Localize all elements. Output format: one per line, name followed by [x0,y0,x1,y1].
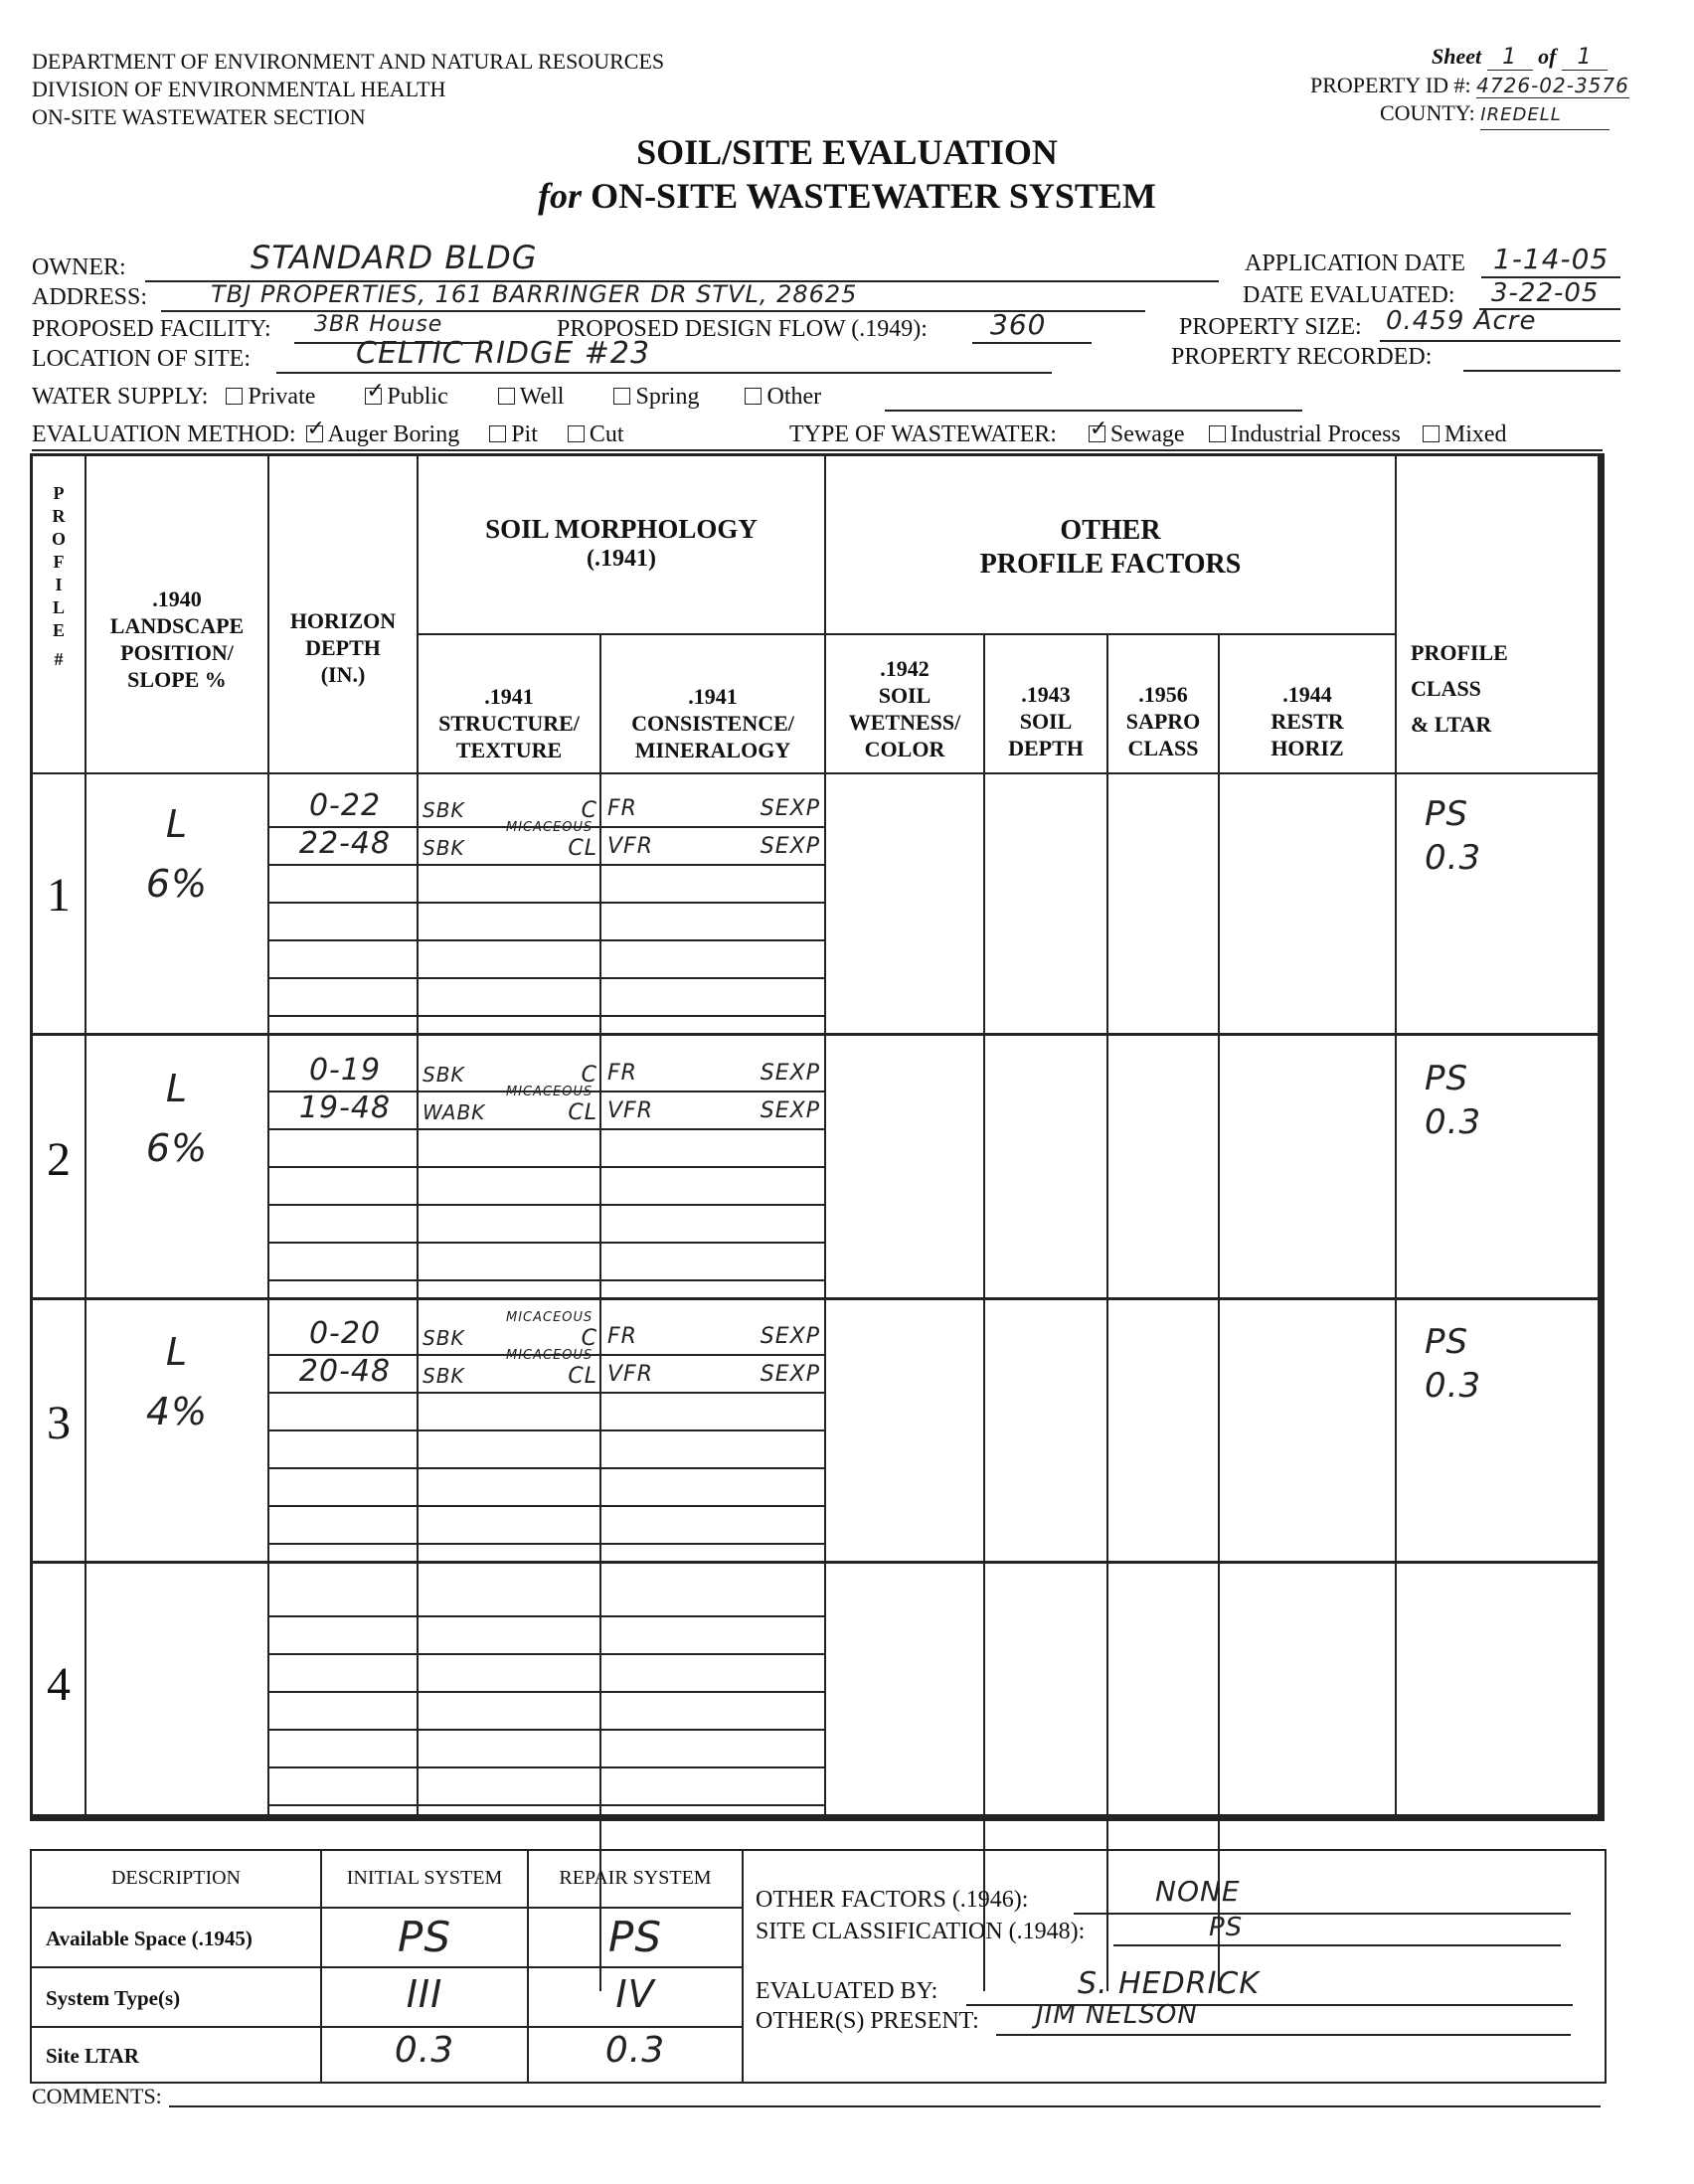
wastewater-label: TYPE OF WASTEWATER: [789,421,1057,447]
slope-percent[interactable]: 4% [145,1390,209,1433]
class-h3: & LTAR [1411,712,1492,737]
county-row [1380,99,1609,130]
soil-structure[interactable]: SBK [423,1364,465,1388]
restr-h3: HORIZ [1270,736,1344,760]
horizon-row-line [269,1204,824,1206]
other-factors-label: OTHER FACTORS (.1946): [756,1887,1029,1913]
horizon-h1: HORIZON [289,608,397,633]
landscape-header [86,586,267,693]
profile-vertical-label [33,482,85,642]
sapro-header [1108,681,1218,761]
form-subtitle [0,175,1694,217]
desc-header: DESCRIPTION [110,1867,241,1889]
structure-h3: TEXTURE [455,738,563,762]
horizon-row-line [269,939,824,941]
facility-label: PROPOSED FACILITY: [32,316,271,342]
recorded-label: PROPERTY RECORDED: [1171,344,1433,370]
soil-texture[interactable]: CL [568,1364,597,1389]
restr-h2: RESTR [1270,709,1344,734]
soil-mineralogy[interactable]: SEXP [760,834,820,859]
horizon-row-line [269,1543,824,1545]
class-h2: CLASS [1411,676,1481,701]
profile-class[interactable]: PS [1425,794,1469,834]
wetness-h2: SOIL [878,683,932,708]
landscape-h2: LANDSCAPE [109,613,245,638]
site-ltar-repair[interactable]: 0.3 [604,2030,666,2071]
soil-mineralogy[interactable]: SEXP [760,1098,820,1123]
other-factors-h2: PROFILE FACTORS [979,549,1242,580]
horizon-row-line [269,1653,824,1655]
class-h1: PROFILE [1411,640,1508,665]
horizon-row-line [269,1015,824,1017]
agency-header [32,48,664,131]
mineral-note[interactable]: MICACEOUS [506,1348,593,1363]
horizon-row-line [269,1429,824,1431]
depth-h1: .1943 [1021,682,1071,707]
section-name: ON-SITE WASTEWATER SECTION [32,104,366,129]
ws-well-option[interactable] [498,384,565,410]
eval-method-label: EVALUATION METHOD: [32,421,296,447]
soil-consistence[interactable]: VFR [607,1362,653,1387]
horizon-row-line [269,902,824,904]
depth-h2: SOIL [1019,709,1073,734]
other-factors-h1: OTHER [1060,515,1161,546]
soil-texture[interactable]: CL [568,836,597,861]
site-class-label: SITE CLASSIFICATION (.1948): [756,1919,1086,1944]
profile-number: 4 [47,1658,71,1711]
soil-morph-title: SOIL MORPHOLOGY [485,514,758,544]
sapro-h2: SAPRO [1125,709,1201,734]
profile-ltar[interactable]: 0.3 [1425,1366,1482,1406]
soil-structure[interactable]: SBK [423,1326,465,1350]
profile-vertical-letter: O [51,529,66,549]
depth-h3: DEPTH [1008,736,1084,760]
horizon-row-line [269,864,824,866]
horizon-row-line [269,1279,824,1281]
ws-well-label: Well [519,384,565,410]
horizon-row-line [269,1166,824,1168]
initial-header: INITIAL SYSTEM [346,1867,503,1889]
soil-consistence[interactable]: FR [607,1324,637,1349]
owner-label: OWNER: [32,254,126,280]
sheet-indicator [1432,44,1608,71]
address-value[interactable]: TBJ PROPERTIES, 161 BARRINGER DR STVL, 28625 [211,280,858,308]
soil-consistence[interactable]: VFR [607,834,653,859]
soil-morph-code: (.1941) [587,546,656,572]
structure-h1: .1941 [484,684,534,709]
flow-value[interactable]: 360 [990,308,1047,341]
soil-table [30,453,1605,1821]
em-auger-label: Auger Boring [327,421,460,447]
profile-vertical-letter: P [53,483,65,503]
profile-vertical-letter: L [52,597,65,617]
consistence-header [601,683,824,763]
ws-public-checkbox[interactable] [365,388,382,405]
sheet-label: Sheet [1432,44,1482,69]
property-id-label: PROPERTY ID #: [1310,73,1471,97]
location-label: LOCATION OF SITE: [32,346,251,372]
em-cut-label: Cut [589,421,624,447]
profile-ltar[interactable]: 0.3 [1425,838,1482,878]
profile-vertical-letter: F [53,552,65,572]
landscape-position[interactable]: L [165,1067,189,1110]
soil-morphology-header [419,512,824,573]
ws-private-label: Private [248,384,316,410]
profile-class[interactable]: PS [1425,1059,1469,1098]
summary-table [32,1851,744,2082]
ws-spring-label: Spring [635,384,700,410]
horizon-depth[interactable]: 0-19 [308,1053,382,1088]
soil-mineralogy[interactable]: SEXP [760,1324,820,1349]
app-date-value[interactable]: 1-14-05 [1493,243,1609,275]
water-supply-label: WATER SUPPLY: [32,384,209,410]
landscape-h1: .1940 [152,587,202,611]
evaluated-by-value[interactable]: S. HEDRICK [1078,1966,1261,2001]
wetness-h4: COLOR [864,737,945,761]
em-auger-checkbox[interactable] [306,425,323,442]
soil-mineralogy[interactable]: SEXP [760,796,820,821]
soil-texture[interactable]: CL [568,1100,597,1125]
horizon-row-line [269,1615,824,1617]
soil-mineralogy[interactable]: SEXP [760,1061,820,1086]
soil-structure[interactable]: SBK [423,836,465,860]
sapro-h1: .1956 [1138,682,1188,707]
mineral-note[interactable]: MICACEOUS [506,1310,593,1325]
address-label: ADDRESS: [32,284,148,310]
horizon-row-line [269,1242,824,1244]
horizon-row-line [269,1729,824,1731]
horizon-row-line [269,1691,824,1693]
consistence-h3: MINERALOGY [634,738,791,762]
sheet-number: 1 [1487,45,1533,71]
mineral-note[interactable]: MICACEOUS [506,1085,593,1099]
eval-date-value[interactable]: 3-22-05 [1491,278,1600,308]
horizon-depth[interactable]: 0-22 [308,788,382,823]
landscape-h3: POSITION/ [120,640,234,665]
other-factors-header [826,514,1395,582]
ws-spring-checkbox[interactable] [613,388,630,405]
ww-industrial-checkbox[interactable] [1209,425,1226,442]
horizon-h2: DEPTH [305,635,381,660]
profile-section [33,772,1598,1035]
mineral-note[interactable]: MICACEOUS [506,820,593,835]
consistence-h1: .1941 [688,684,738,709]
profile-divider [33,1033,1598,1036]
others-present-label: OTHER(S) PRESENT: [756,2008,979,2034]
profile-section [33,1037,1598,1299]
profile-number: 3 [47,1397,71,1449]
property-id-row [1310,72,1629,99]
available-space-label: Available Space (.1945) [46,1927,253,1950]
size-label: PROPERTY SIZE: [1179,314,1362,340]
profile-section [33,1562,1598,1824]
wastewater-row [789,421,1507,448]
soil-texture[interactable]: C [581,1326,597,1351]
slope-percent[interactable]: 6% [145,1126,209,1170]
water-supply-row [32,384,821,411]
other-factors-value[interactable]: NONE [1155,1875,1241,1908]
profile-number: 2 [47,1133,71,1186]
sheet-total: 1 [1562,45,1608,71]
consistence-h2: CONSISTENCE/ [631,711,794,736]
owner-value[interactable]: STANDARD BLDG [251,239,538,276]
depth-header [985,681,1106,761]
em-cut-option[interactable] [568,421,624,447]
ww-sewage-option[interactable] [1089,421,1185,447]
ws-public-label: Public [387,384,448,410]
landscape-position[interactable]: L [165,802,189,846]
horizon-row-line [269,1392,824,1394]
ws-public-option[interactable] [365,384,447,410]
ww-mixed-option[interactable] [1423,421,1507,447]
ws-well-checkbox[interactable] [498,388,515,405]
horizon-row-line [269,977,824,979]
site-ltar-label: Site LTAR [46,2044,139,2068]
landscape-h4: SLOPE % [127,667,227,692]
ww-sewage-checkbox[interactable] [1089,425,1105,442]
others-present-value[interactable]: JIM NELSON [1036,2000,1198,2030]
ww-sewage-label: Sewage [1109,421,1185,447]
em-auger-option[interactable] [306,421,460,447]
wetness-h3: WETNESS/ [848,710,961,735]
repair-header: REPAIR SYSTEM [559,1867,712,1889]
soil-texture[interactable]: C [581,1063,597,1088]
horizon-row-line [269,1467,824,1469]
soil-structure[interactable]: SBK [423,798,465,822]
ww-industrial-option[interactable] [1209,421,1401,447]
available-space-repair[interactable]: PS [608,1913,662,1961]
structure-header [419,683,599,763]
soil-consistence[interactable]: FR [607,1061,637,1086]
profile-header [33,482,85,671]
site-ltar-initial[interactable]: 0.3 [394,2030,455,2071]
site-class-value[interactable]: PS [1209,1913,1244,1942]
horizon-row-line [269,1505,824,1507]
horizon-row-line [269,1766,824,1768]
ww-mixed-label: Mixed [1443,421,1507,447]
system-type-label: System Type(s) [46,1986,181,2010]
wetness-h1: .1942 [880,656,930,681]
profile-vertical-letter: I [55,575,63,594]
slope-percent[interactable]: 6% [145,862,209,906]
restr-header [1220,681,1395,761]
em-pit-checkbox[interactable] [489,425,506,442]
horizon-depth[interactable]: 20-48 [298,1354,392,1389]
profile-class[interactable]: PS [1425,1322,1469,1362]
structure-h2: STRUCTURE/ [438,711,580,736]
soil-structure[interactable]: WABK [423,1100,486,1124]
ws-other-checkbox[interactable] [745,388,762,405]
em-pit-label: Pit [511,421,538,447]
flow-label: PROPOSED DESIGN FLOW (.1949): [557,316,928,342]
profile-hash: # [54,649,64,669]
soil-mineralogy[interactable]: SEXP [760,1362,820,1387]
em-pit-option[interactable] [489,421,538,447]
eval-date-label: DATE EVALUATED: [1243,282,1455,308]
soil-consistence[interactable]: VFR [607,1098,653,1123]
form-title: SOIL/SITE EVALUATION [636,132,1058,172]
county-value: IREDELL [1480,101,1609,130]
available-space-initial[interactable]: PS [398,1913,451,1961]
soil-structure[interactable]: SBK [423,1063,465,1087]
profile-class-header [1411,635,1550,743]
em-cut-checkbox[interactable] [568,425,585,442]
app-date-label: APPLICATION DATE [1245,251,1465,276]
eval-method-row [32,421,624,448]
horizon-depth[interactable]: 0-20 [308,1316,382,1351]
comments-label: COMMENTS: [32,2084,162,2108]
horizon-depth[interactable]: 22-48 [298,826,392,861]
of-label: of [1538,44,1557,69]
dept-name: DEPARTMENT OF ENVIRONMENT AND NATURAL RESOURCES [32,49,665,74]
ws-other-label: Other [766,384,822,410]
division-name: DIVISION OF ENVIRONMENTAL HEALTH [32,77,446,101]
ws-spring-option[interactable] [613,384,699,410]
profile-vertical-letter: E [52,620,65,640]
sapro-h3: CLASS [1127,736,1199,760]
evaluated-by-label: EVALUATED BY: [756,1978,938,2004]
system-type-initial[interactable]: III [406,1972,443,2016]
horizon-depth[interactable]: 19-48 [298,1091,392,1125]
system-type-repair[interactable]: IV [615,1972,655,2016]
ww-industrial-label: Industrial Process [1230,421,1401,447]
restr-h1: .1944 [1282,682,1332,707]
county-label: COUNTY: [1380,100,1475,125]
ww-mixed-checkbox[interactable] [1423,425,1440,442]
profile-vertical-letter: R [52,506,66,526]
summary-box [30,1849,1607,2084]
ws-private-checkbox[interactable] [226,388,243,405]
facility-value[interactable]: 3BR House [314,312,443,337]
profile-ltar[interactable]: 0.3 [1425,1102,1482,1142]
property-id-value: 4726-02-3576 [1476,74,1629,97]
horizon-row-line [269,1128,824,1130]
soil-texture[interactable]: C [581,798,597,823]
horizon-header [269,607,417,688]
profile-number: 1 [47,869,71,922]
ws-other-option[interactable] [745,384,821,410]
profile-section [33,1300,1598,1563]
subtitle-text: ON-SITE WASTEWATER SYSTEM [591,176,1156,216]
horizon-h3: (IN.) [320,662,366,687]
size-value[interactable]: 0.459 Acre [1386,306,1537,336]
horizon-row-line [269,1804,824,1806]
ws-private-option[interactable] [226,384,315,410]
landscape-position[interactable]: L [165,1330,189,1374]
location-value[interactable]: CELTIC RIDGE #23 [356,336,651,371]
wetness-header [826,655,983,762]
subtitle-prefix: for [538,176,583,216]
soil-consistence[interactable]: FR [607,796,637,821]
